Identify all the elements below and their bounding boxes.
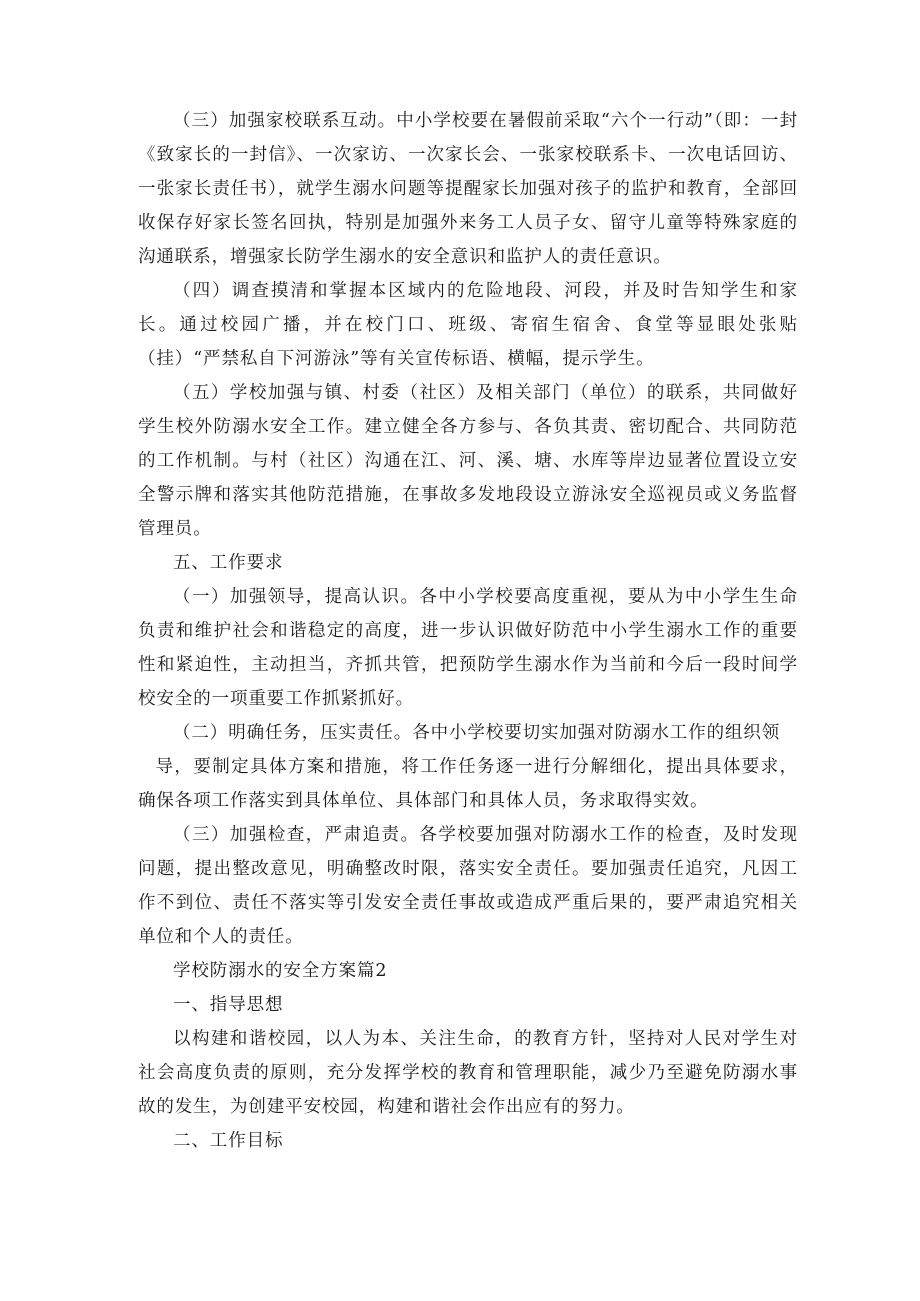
paragraph-town-village-liaison: （五）学校加强与镇、村委（社区）及相关部门（单位）的联系，共同做好学生校外防溺水安全工作。建立健全各方参与、各负其责、密切配合、共同防范的工作机制。与村（社区）沟通在江、河、溪、塘、水库等岸边显著位置设立安全警示牌和落实其他防范措施，在事故多发地段设立游泳安全巡视员或义务监督管理员。 bbox=[138, 383, 798, 539]
paragraph-clear-tasks-continued: 导，要制定具体方案和措施，将工作任务逐一进行分解细化，提出具体要求，确保各项工作落实到具体单位、具体部门和具体人员，务求取得实效。 bbox=[138, 757, 798, 811]
paragraph-inspection: （三）加强检查，严肃追责。各学校要加强对防溺水工作的检查，及时发现问题，提出整改意见，明确整改时限，落实安全责任。要加强责任追究，凡因工作不到位、责任不落实等引发安全责任事故或造成严重后果的，要严肃追究相关单位和个人的责任。 bbox=[138, 825, 798, 947]
document-body bbox=[138, 104, 798, 1158]
heading-work-requirements: 五、工作要求 bbox=[173, 553, 284, 573]
heading-plan-2: 学校防溺水的安全方案篇2 bbox=[173, 961, 388, 981]
heading-work-goals: 二、工作目标 bbox=[173, 1131, 284, 1151]
paragraph-clear-tasks: （二）明确任务，压实责任。各中小学校要切实加强对防溺水工作的组织领 bbox=[173, 723, 781, 743]
paragraph-home-school-contact: （三）加强家校联系互动。中小学校要在暑假前采取“六个一行动”（即：一封《致家长的一封信》、一次家访、一次家长会、一张家校联系卡、一次电话回访、一张家长责任书），就学生溺水问题等提醒家长加强对孩子的监护和教育，全部回收保存好家长签名回执，特别是加强外来务工人员子女、留守儿童等特殊家庭的沟通联系，增强家长防学生溺水的安全意识和监护人的责任意识。 bbox=[138, 111, 798, 267]
heading-guiding-ideology: 一、指导思想 bbox=[173, 995, 284, 1015]
paragraph-guiding-ideology: 以构建和谐校园，以人为本、关注生命，的教育方针，坚持对人民对学生对社会高度负责的原则，充分发挥学校的教育和管理职能，减少乃至避免防溺水事故的发生，为创建平安校园，构建和谐社会作出应有的努力。 bbox=[138, 1029, 798, 1117]
paragraph-dangerous-areas: （四）调查摸清和掌握本区域内的危险地段、河段，并及时告知学生和家长。通过校园广播，并在校门口、班级、寄宿生宿舍、食堂等显眼处张贴（挂）“严禁私自下河游泳”等有关宣传标语、横幅，提示学生。 bbox=[138, 281, 798, 369]
paragraph-leadership: （一）加强领导，提高认识。各中小学校要高度重视，要从为中小学生生命负责和维护社会和谐稳定的高度，进一步认识做好防范中小学生溺水工作的重要性和紧迫性，主动担当，齐抓共管，把预防学生溺水作为当前和今后一段时间学校安全的一项重要工作抓紧抓好。 bbox=[138, 587, 798, 709]
